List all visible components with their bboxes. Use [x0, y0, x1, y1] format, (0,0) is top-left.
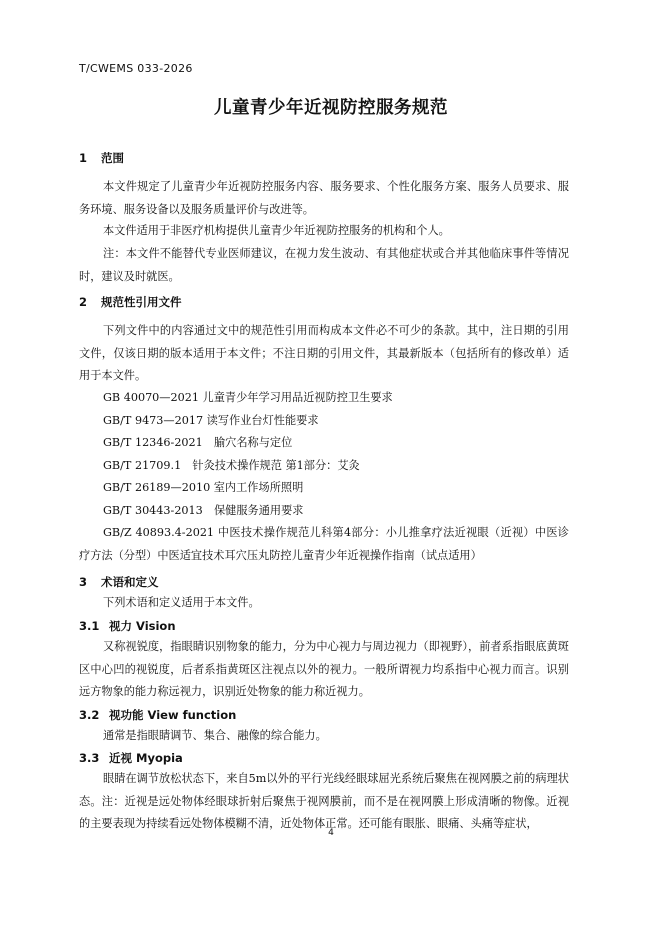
section-1-heading — [79, 150, 124, 166]
reference-item: GB/T 21709.1 针灸技术操作规范 第1部分：艾灸 — [103, 459, 360, 472]
section-number: 1 — [79, 151, 88, 165]
section-number: 2 — [79, 295, 88, 309]
reference-item: GB/T 9473—2017 读写作业台灯性能要求 — [103, 414, 319, 427]
section-title: 术语和定义 — [101, 575, 159, 589]
term-title: 视力 Vision — [109, 619, 176, 633]
term-definition: 通常是指眼睛调节、集合、融像的综合能力。 — [103, 729, 327, 742]
note-paragraph: 注：本文件不能替代专业医师建议，在视力发生波动、有其他症状或合并其他临床事件等情况时，建议及时就医。 — [79, 247, 569, 283]
term-definition: 眼睛在调节放松状态下，来自5m以外的平行光线经眼球屈光系统后聚焦在视网膜之前的病理状态。注：近视是远处物体经眼球折射后聚焦于视网膜前，而不是在视网膜上形成清晰的物像。近视的主要表现为持续看远处物体模糊不清，近处物体正常。还可能有眼胀、眼痛、头痛等症状， — [79, 772, 569, 830]
section-title: 规范性引用文件 — [101, 295, 182, 309]
term-number: 3.1 — [79, 619, 100, 633]
paragraph: 下列术语和定义适用于本文件。 — [103, 596, 260, 609]
section-3-heading — [79, 574, 159, 590]
section-title: 范围 — [101, 151, 124, 165]
document-code: T/CWEMS 033-2026 — [79, 62, 193, 75]
term-title: 视功能 View function — [109, 708, 237, 722]
term-definition: 又称视锐度，指眼睛识别物象的能力，分为中心视力与周边视力（即视野），前者系指眼底黄斑区中心凹的视锐度，后者系指黄斑区注视点以外的视力。一般所谓视力均系指中心视力而言。识别远方物象的能力称远视力，识别近处物象的能力称近视力。 — [79, 640, 569, 698]
document-title: 儿童青少年近视防控服务规范 — [214, 98, 448, 118]
reference-item: GB/T 12346-2021 腧穴名称与定位 — [103, 436, 293, 449]
reference-item: GB/Z 40893.4-2021 中医技术操作规范儿科第4部分：小儿推拿疗法近视眼（近视）中医诊疗方法（分型）中医适宜技术耳穴压丸防控儿童青少年近视操作指南（试点适用） — [79, 526, 569, 562]
term-3-1-heading — [79, 618, 176, 634]
paragraph: 本文件适用于非医疗机构提供儿童青少年近视防控服务的机构和个人。 — [103, 224, 450, 237]
term-number: 3.3 — [79, 751, 100, 765]
section-number: 3 — [79, 575, 88, 589]
term-3-3-heading — [79, 750, 183, 766]
paragraph: 本文件规定了儿童青少年近视防控服务内容、服务要求、个性化服务方案、服务人员要求、服务环境、服务设备以及服务质量评价与改进等。 — [79, 180, 569, 216]
term-title: 近视 Myopia — [109, 751, 183, 765]
term-number: 3.2 — [79, 708, 100, 722]
section-2-heading — [79, 294, 182, 310]
reference-item: GB 40070—2021 儿童青少年学习用品近视防控卫生要求 — [103, 391, 393, 404]
reference-item: GB/T 30443-2013 保健服务通用要求 — [103, 504, 304, 517]
term-3-2-heading — [79, 707, 236, 723]
paragraph: 下列文件中的内容通过文中的规范性引用而构成本文件必不可少的条款。其中，注日期的引用文件，仅该日期的版本适用于本文件；不注日期的引用文件，其最新版本（包括所有的修改单）适用于本文件。 — [79, 324, 569, 382]
reference-item: GB/T 26189—2010 室内工作场所照明 — [103, 481, 304, 494]
page-number: 4 — [328, 828, 334, 838]
